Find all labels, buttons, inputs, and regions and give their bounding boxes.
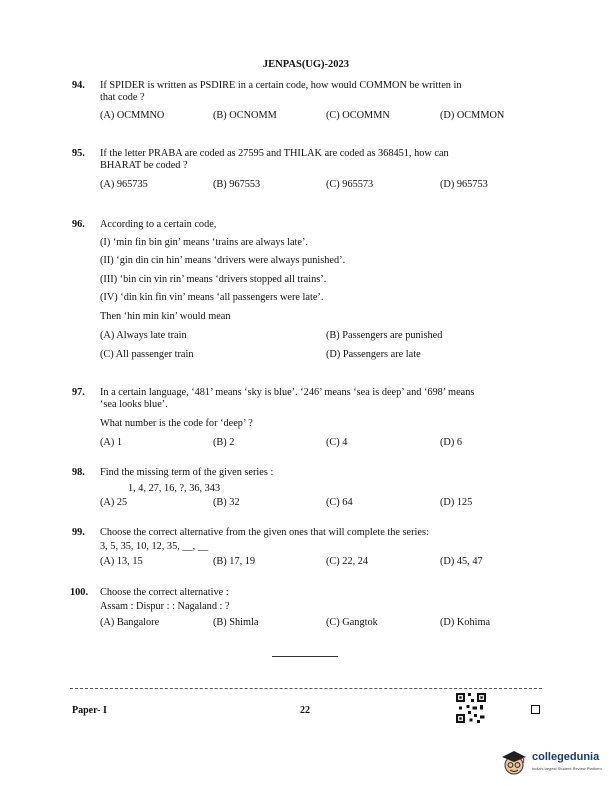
option-b: (B) 2	[213, 437, 235, 448]
option-d: (D) Passengers are late	[326, 349, 421, 360]
option-d: (D) 965753	[440, 179, 488, 190]
question-text: Choose the correct alternative :	[100, 587, 229, 598]
option-a: (A) Always late train	[100, 330, 187, 341]
analogy-text: Assam : Dispur : : Nagaland : ?	[100, 601, 230, 612]
question-number: 97.	[72, 387, 85, 398]
question-text: Choose the correct alternative from the given ones that will complete the series:	[100, 527, 429, 538]
option-c: (C) 965573	[326, 179, 374, 190]
series-text: 3, 5, 35, 10, 12, 35, __, __	[100, 541, 209, 552]
question-text: If SPIDER is written as PSDIRE in a certain code, how would COMMON be written in	[100, 80, 462, 91]
option-c: (C) 64	[326, 497, 353, 508]
question-number: 96.	[72, 219, 85, 230]
option-b: (B) 32	[213, 497, 240, 508]
option-b: (B) 967553	[213, 179, 261, 190]
question-text: If the letter PRABA are coded as 27595 and THILAK are coded as 368451, how can	[100, 148, 449, 159]
option-d: (D) 125	[440, 497, 473, 508]
question-text: BHARAT be coded ?	[100, 160, 188, 171]
question-text: What number is the code for ‘deep’ ?	[100, 418, 253, 429]
option-d: (D) Kohima	[440, 617, 491, 628]
qr-code-icon	[456, 693, 486, 723]
option-c: (C) Gangtok	[326, 617, 378, 628]
option-a: (A) Bangalore	[100, 617, 160, 628]
option-a: (A) 1	[100, 437, 123, 448]
question-text: that code ?	[100, 92, 145, 103]
option-d: (D) 6	[440, 437, 463, 448]
option-a: (A) 965735	[100, 179, 148, 190]
question-text: According to a certain code,	[100, 219, 217, 230]
question-text: Find the missing term of the given series :	[100, 467, 274, 478]
statement-1: (I) ‘min fin bin gin’ means ‘trains are always late’.	[100, 237, 308, 248]
option-a: (A) 13, 15	[100, 556, 143, 567]
option-c: (C) 4	[326, 437, 348, 448]
question-number: 95.	[72, 148, 85, 159]
series-text: 1, 4, 27, 16, ?, 36, 343	[128, 483, 221, 494]
question-text: In a certain language, ‘481’ means ‘sky is blue’. ‘246’ means ‘sea is deep’ and ‘698’ means	[100, 387, 475, 398]
question-text: Then ‘hin min kin’ would mean	[100, 311, 231, 322]
option-b: (B) 17, 19	[213, 556, 256, 567]
question-number: 100.	[70, 587, 89, 598]
statement-2: (II) ‘gin din cin hin’ means ‘drivers were always punished’.	[100, 255, 346, 266]
option-a: (A) 25	[100, 497, 128, 508]
statement-4: (IV) ‘din kin fin vin’ means ‘all passengers were late’.	[100, 292, 324, 303]
option-b: (B) OCNOMM	[213, 110, 277, 121]
option-b: (B) Passengers are punished	[326, 330, 443, 341]
question-text: ‘sea looks blue’.	[100, 399, 168, 410]
option-d: (D) 45, 47	[440, 556, 483, 567]
paper-label: Paper- I	[72, 705, 107, 716]
square-icon	[531, 705, 540, 714]
option-c: (C) 22, 24	[326, 556, 369, 567]
footer-divider	[70, 688, 542, 689]
graduate-mascot-icon	[500, 748, 530, 778]
question-number: 94.	[72, 80, 85, 91]
page-number: 22	[300, 705, 310, 716]
option-a: (A) OCMMNO	[100, 110, 165, 121]
brand-name: collegedunia	[532, 751, 600, 763]
question-number: 99.	[72, 527, 85, 538]
option-c: (C) OCOMMN	[326, 110, 390, 121]
option-c: (C) All passenger train	[100, 349, 194, 360]
question-number: 98.	[72, 467, 85, 478]
end-rule	[272, 656, 338, 657]
option-d: (D) OCMMON	[440, 110, 505, 121]
statement-3: (III) ‘bin cin vin rin’ means ‘drivers stopped all trains’.	[100, 274, 327, 285]
page-header: JENPAS(UG)-2023	[262, 59, 350, 70]
option-b: (B) Shimla	[213, 617, 259, 628]
brand-tagline: India's largest Student Review Platform	[532, 766, 602, 771]
